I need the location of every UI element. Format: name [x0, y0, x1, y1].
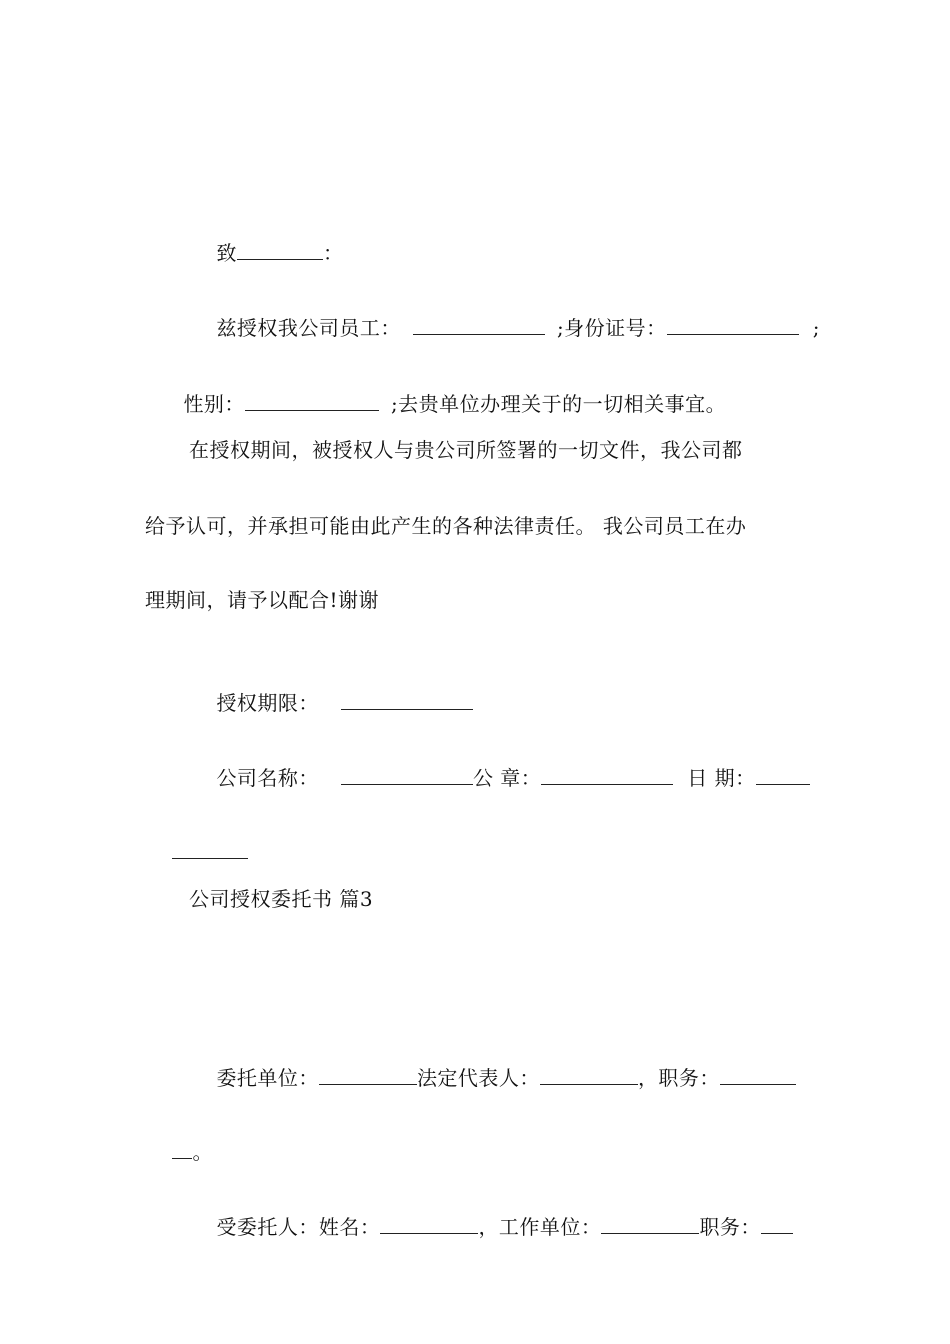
- line-end-semicolon: ;: [812, 316, 820, 340]
- authorization-line: [189, 286, 820, 370]
- agent-name-blank: [380, 1213, 478, 1234]
- position-blank-continued-line: [145, 1110, 213, 1194]
- paragraph-line: 在授权期间，被授权人与贵公司所签署的一切文件，我公司都: [189, 438, 743, 462]
- id-number-blank: [667, 314, 799, 335]
- term-label: 授权期限：: [216, 691, 319, 715]
- agent-line: [189, 1185, 793, 1269]
- period: 。: [192, 1140, 213, 1164]
- company-label: 公司名称：: [216, 766, 319, 790]
- position-blank: [720, 1064, 796, 1085]
- date-label: 日 期：: [687, 766, 756, 790]
- legal-rep-blank: [540, 1064, 638, 1085]
- salutation-suffix: ：: [322, 241, 344, 265]
- date-blank: [756, 764, 810, 785]
- position-separator: ，职务：: [637, 1066, 720, 1090]
- section-title: 公司授权委托书 篇3: [189, 887, 374, 911]
- employee-blank: [413, 314, 545, 335]
- paragraph-line: 理期间，请予以配合!谢谢: [145, 588, 380, 612]
- work-unit-blank: [601, 1213, 699, 1234]
- gender-label: 性别：: [183, 392, 245, 416]
- client-label: 委托单位：: [216, 1066, 319, 1090]
- work-unit-label: ，工作单位：: [478, 1215, 602, 1239]
- client-line: [189, 1036, 796, 1120]
- seal-blank: [541, 764, 673, 785]
- gender-suffix: ;去贵单位办理关于的一切相关事宜。: [390, 392, 727, 416]
- salutation-line: [189, 211, 343, 295]
- id-label: ;身份证号：: [556, 316, 667, 340]
- company-name-blank: [341, 764, 473, 785]
- position-blank-continued: [172, 1138, 192, 1159]
- term-line: [189, 661, 473, 745]
- agent-position-blank: [761, 1213, 793, 1234]
- legal-rep-label: 法定代表人：: [416, 1066, 540, 1090]
- agent-label: 受委托人：姓名：: [216, 1215, 381, 1239]
- gender-blank: [245, 390, 379, 411]
- recipient-blank: [237, 239, 323, 260]
- auth-intro: 兹授权我公司员工：: [216, 316, 401, 340]
- date-blank-continued-line: [145, 810, 248, 894]
- seal-label: 公 章：: [472, 766, 542, 790]
- agent-position-label: 职务：: [699, 1215, 761, 1239]
- date-blank-continued: [172, 838, 248, 859]
- paragraph-line: 给予认可，并承担可能由此产生的各种法律责任。 我公司员工在办: [145, 514, 747, 538]
- term-blank: [341, 689, 473, 710]
- company-info-line: [189, 736, 810, 820]
- gender-line: [156, 362, 726, 446]
- salutation-prefix: 致: [216, 241, 237, 265]
- client-blank: [319, 1064, 417, 1085]
